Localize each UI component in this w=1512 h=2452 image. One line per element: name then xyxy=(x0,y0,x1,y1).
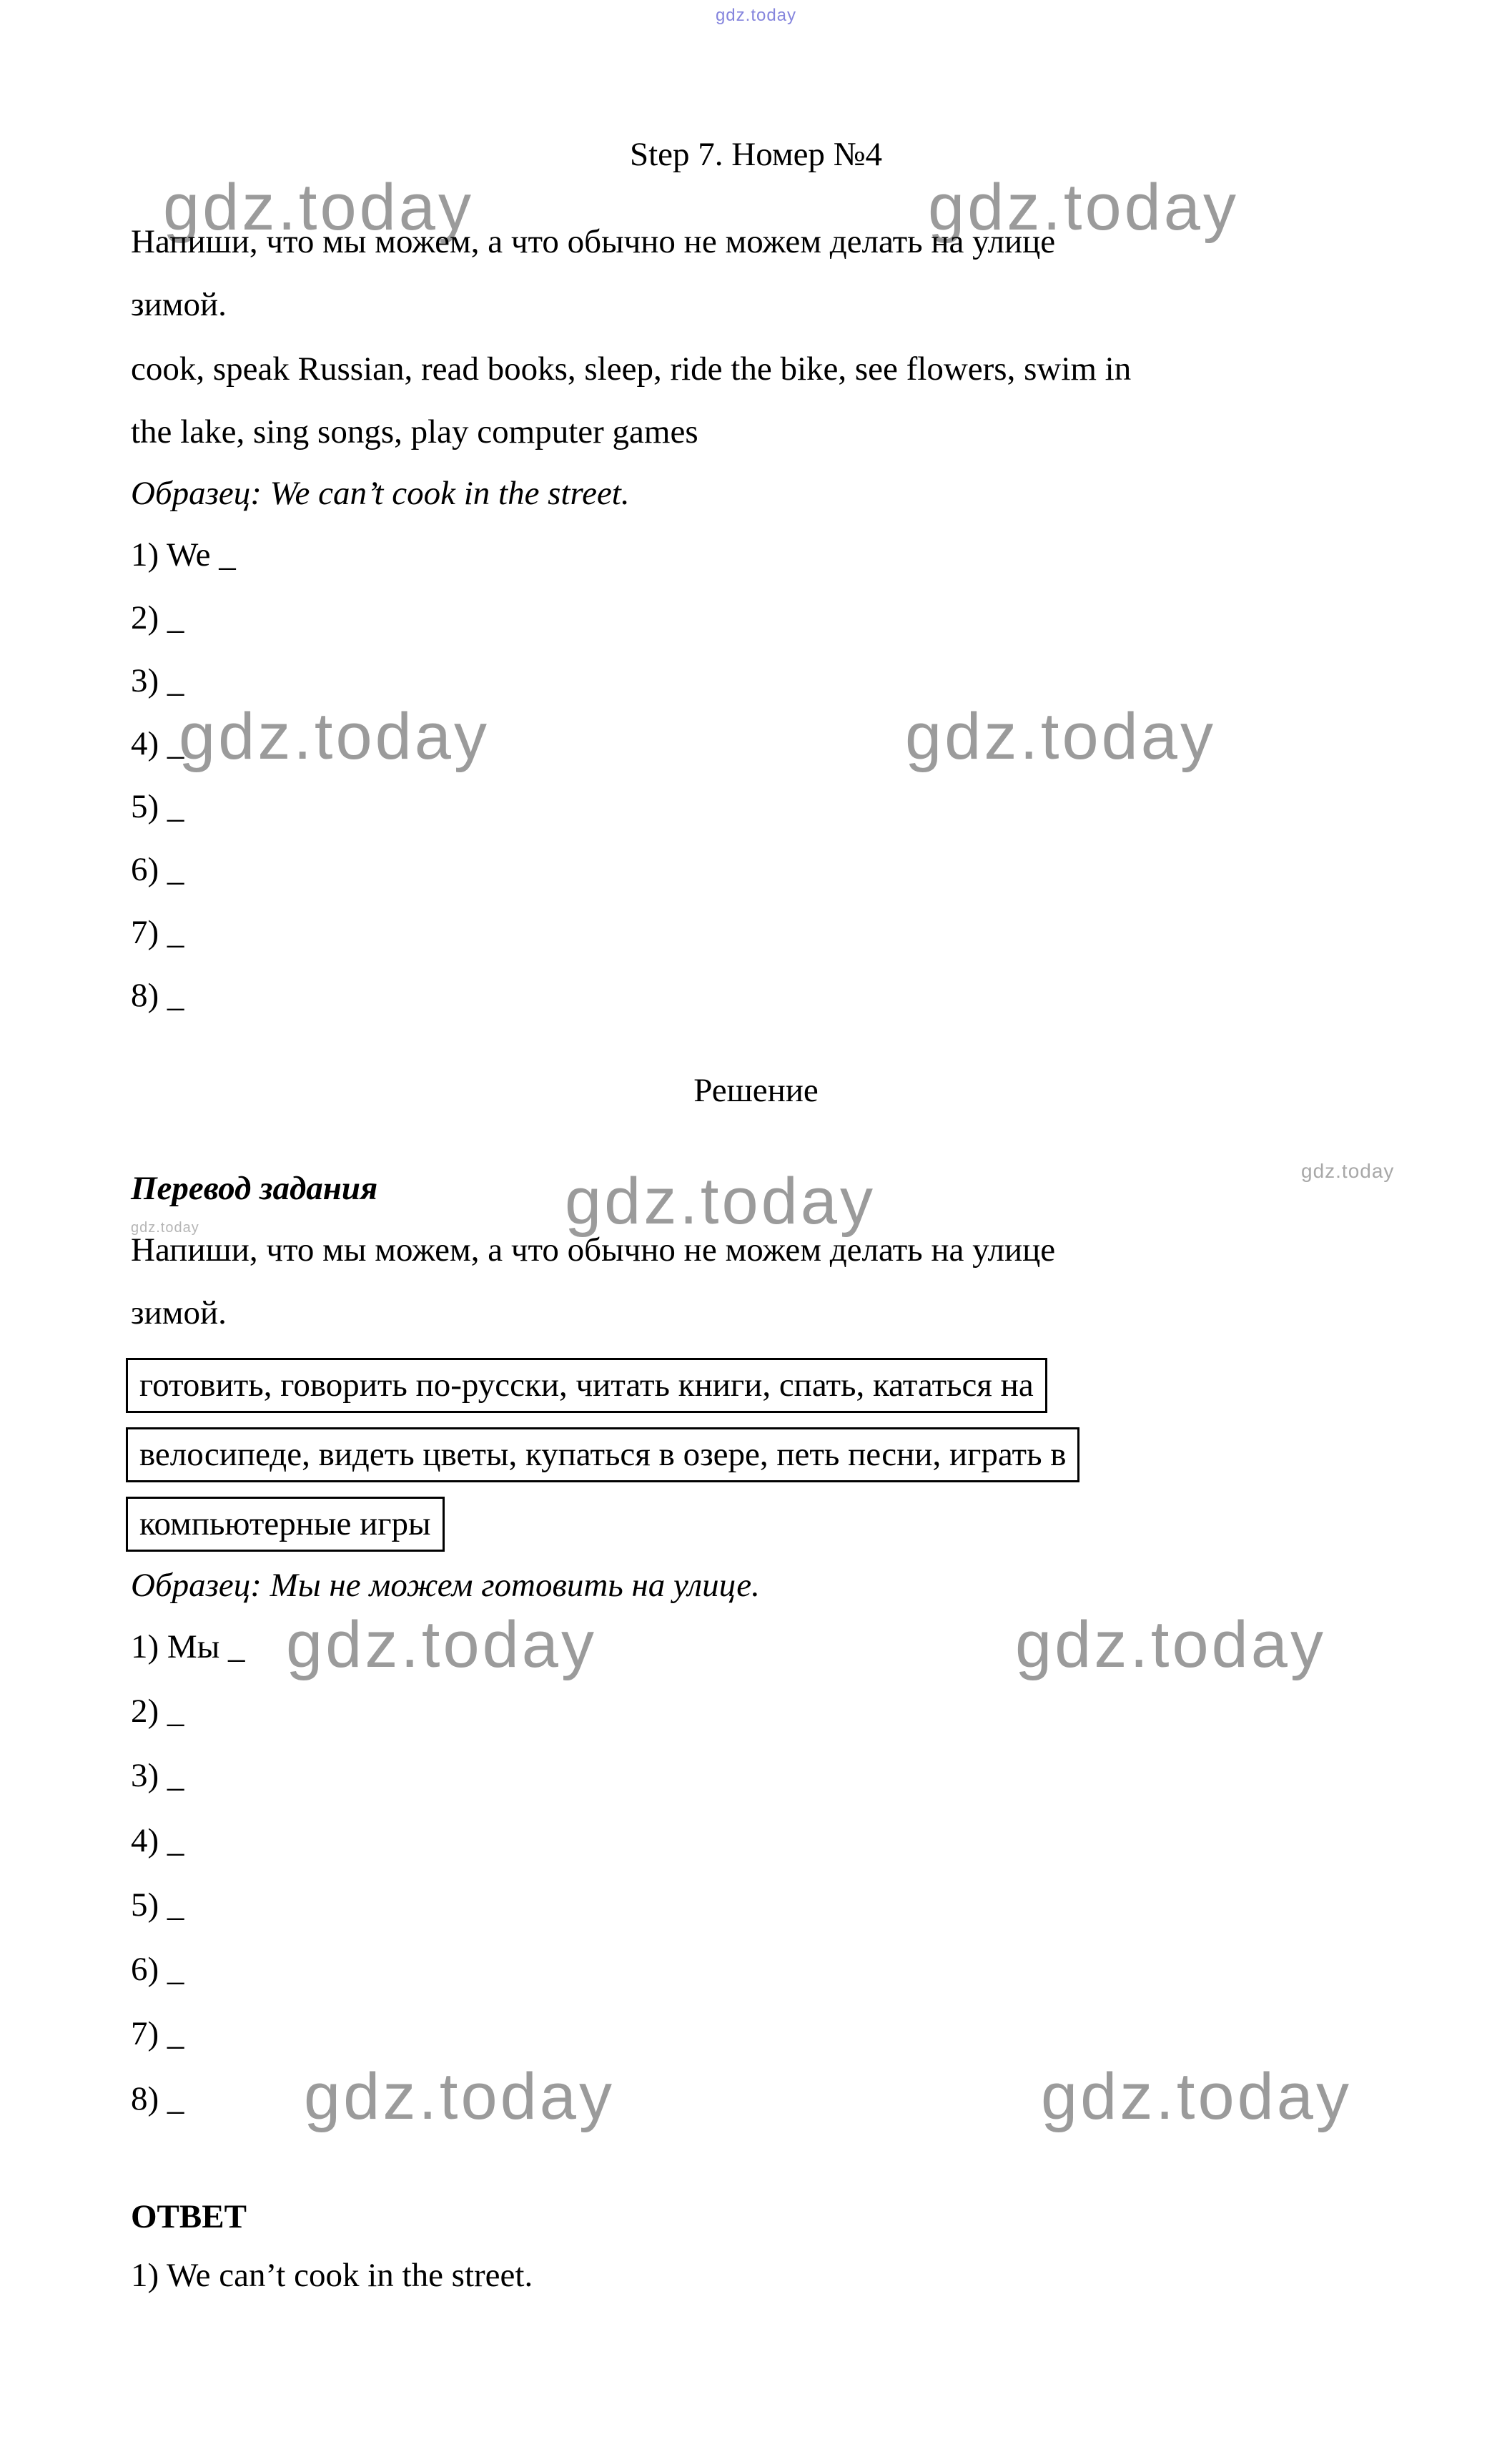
watermark-small-right: gdz.today xyxy=(1301,1160,1395,1182)
watermark-row1-left: gdz.today xyxy=(163,171,474,244)
watermark-row2-right: gdz.today xyxy=(905,700,1216,773)
blank-item-en-5: 5) _ xyxy=(131,788,184,825)
watermark-row3-right: gdz.today xyxy=(1015,1608,1326,1681)
watermark-row4-right: gdz.today xyxy=(1041,2060,1352,2133)
blank-item-ru-5: 5) _ xyxy=(131,1886,184,1924)
blank-item-ru-1: 1) Мы _ xyxy=(131,1628,245,1665)
blank-item-ru-6: 6) _ xyxy=(131,1951,184,1988)
blank-item-en-6: 6) _ xyxy=(131,851,184,888)
blank-item-en-7: 7) _ xyxy=(131,914,184,951)
blank-item-en-3: 3) _ xyxy=(131,662,184,699)
task-ru-line-2: зимой. xyxy=(131,1294,227,1331)
word-bank-line-1: cook, speak Russian, read books, sleep, ride the bike, see flowers, swim in xyxy=(131,350,1132,388)
sample-sentence-ru: Образец: Мы не можем готовить на улице. xyxy=(131,1567,760,1604)
blank-item-en-2: 2) _ xyxy=(131,599,184,636)
blank-item-en-8: 8) _ xyxy=(131,977,184,1014)
answer-line: 1) We can’t cook in the street. xyxy=(131,2257,533,2294)
watermark-row2-left: gdz.today xyxy=(179,700,490,773)
word-bank-ru-box-3: компьютерные игры xyxy=(126,1497,445,1552)
watermark-tiny-left: gdz.today xyxy=(131,1220,199,1236)
translation-heading: Перевод задания xyxy=(131,1170,378,1207)
watermark-row1-right: gdz.today xyxy=(928,171,1239,244)
blank-item-ru-2: 2) _ xyxy=(131,1693,184,1730)
answer-heading: ОТВЕТ xyxy=(131,2198,247,2235)
word-bank-line-2: the lake, sing songs, play computer games xyxy=(131,413,698,450)
sample-sentence-en: Образец: We can’t cook in the street. xyxy=(131,475,630,512)
task-line-2: зимой. xyxy=(131,286,227,323)
watermark-center: gdz.today xyxy=(565,1165,876,1238)
blank-item-en-4: 4) _ xyxy=(131,725,184,762)
solution-heading: Решение xyxy=(693,1072,819,1109)
watermark-row4-left: gdz.today xyxy=(304,2060,615,2133)
page-title: Step 7. Номер №4 xyxy=(629,136,883,173)
watermark-row3-left: gdz.today xyxy=(286,1608,597,1681)
word-bank-ru-box-1: готовить, говорить по-русски, читать книги, спать, кататься на xyxy=(126,1358,1047,1413)
watermark-top: gdz.today xyxy=(715,6,797,25)
blank-item-en-1: 1) We _ xyxy=(131,536,236,573)
blank-item-ru-8: 8) _ xyxy=(131,2080,184,2117)
blank-item-ru-3: 3) _ xyxy=(131,1757,184,1794)
blank-item-ru-7: 7) _ xyxy=(131,2015,184,2052)
blank-item-ru-4: 4) _ xyxy=(131,1822,184,1859)
word-bank-ru-box-2: велосипеде, видеть цветы, купаться в озере, петь песни, играть в xyxy=(126,1427,1079,1482)
task-line-1: Напиши, что мы можем, а что обычно не можем делать на улице xyxy=(131,223,1056,260)
task-ru-line-1: Напиши, что мы можем, а что обычно не можем делать на улице xyxy=(131,1231,1056,1269)
